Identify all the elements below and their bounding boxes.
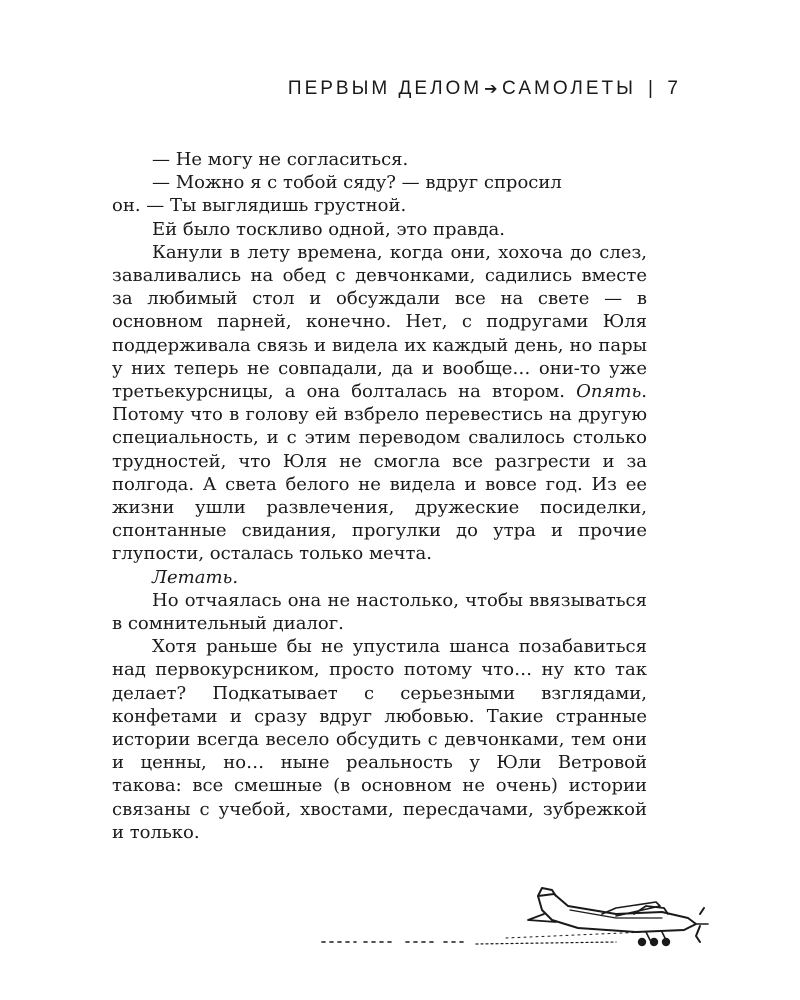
- running-header: [288, 78, 678, 100]
- paragraph-1: [112, 148, 647, 171]
- paragraph-6: [112, 566, 647, 589]
- emphasis-letat: Летать.: [152, 566, 239, 588]
- page-number: 7: [667, 78, 678, 99]
- paragraph-text: он. — Ты выглядишь грустной.: [112, 195, 407, 217]
- paragraph-text: — Можно я с тобой сяду? — вдруг спросил: [152, 172, 562, 194]
- paragraph-text-after: . Потому что в голову ей взбрело перевестись на другую специальность, и с этим переводом свалилось столько трудностей, что Юля не смогла все разгрести и за полгода. А света белого не видела и вовсе год. Из ее жизни ушли развлечения, дружеские посиделки, спонтанные свидания, прогулки до утра и прочие глупости, осталась только мечта.: [112, 381, 647, 565]
- emphasis-opyat: Опять: [576, 381, 642, 403]
- body-text: [112, 148, 647, 844]
- paragraph-8: [112, 635, 647, 844]
- paragraph-text-before: Канули в лету времена, когда они, хохоча до слез, заваливались на обед с девчонками, садились вместе за любимый стол и обсуждали все на свете — в основном парней, конечно. Нет, с подругами Юля поддерживала связь и видела их каждый день, но пары у них теперь не совпадали, да и вообще… они-то уже третьекурсницы, а она болталась на втором.: [112, 241, 647, 403]
- paragraph-text: — Не могу не согласиться.: [152, 149, 409, 170]
- arrow-icon: ➔: [484, 81, 501, 98]
- paragraph-4: [112, 218, 647, 241]
- paragraph-text: Ей было тоскливо одной, это правда.: [152, 218, 505, 240]
- paragraph-text: Но отчаялась она не настолько, чтобы ввязываться в сомнительный диалог.: [112, 589, 647, 635]
- airplane-illustration: [316, 884, 720, 954]
- paragraph-3: [112, 194, 647, 217]
- paragraph-text: Хотя раньше бы не упустила шанса позабавиться над первокурсником, просто потому что… ну кто так делает? Подкатывает с серьезными взглядами, конфетами и сразу вдруг любовью. Такие странные истории всегда весело обсудить с девчонками, тем они и ценны, но… ныне реальность у Юли Ветровой такова: все смешные (в основном не очень) истории связаны с учебой, хвостами, пересдачами, зубрежкой и только.: [112, 636, 647, 843]
- header-title-part1: ПЕРВЫМ ДЕЛОМ: [287, 78, 483, 99]
- header-title-part2: САМОЛЕТЫ: [502, 78, 636, 99]
- header-separator: |: [647, 78, 656, 99]
- paragraph-5: [112, 241, 647, 566]
- paragraph-7: [112, 589, 647, 635]
- paragraph-2: [112, 171, 647, 194]
